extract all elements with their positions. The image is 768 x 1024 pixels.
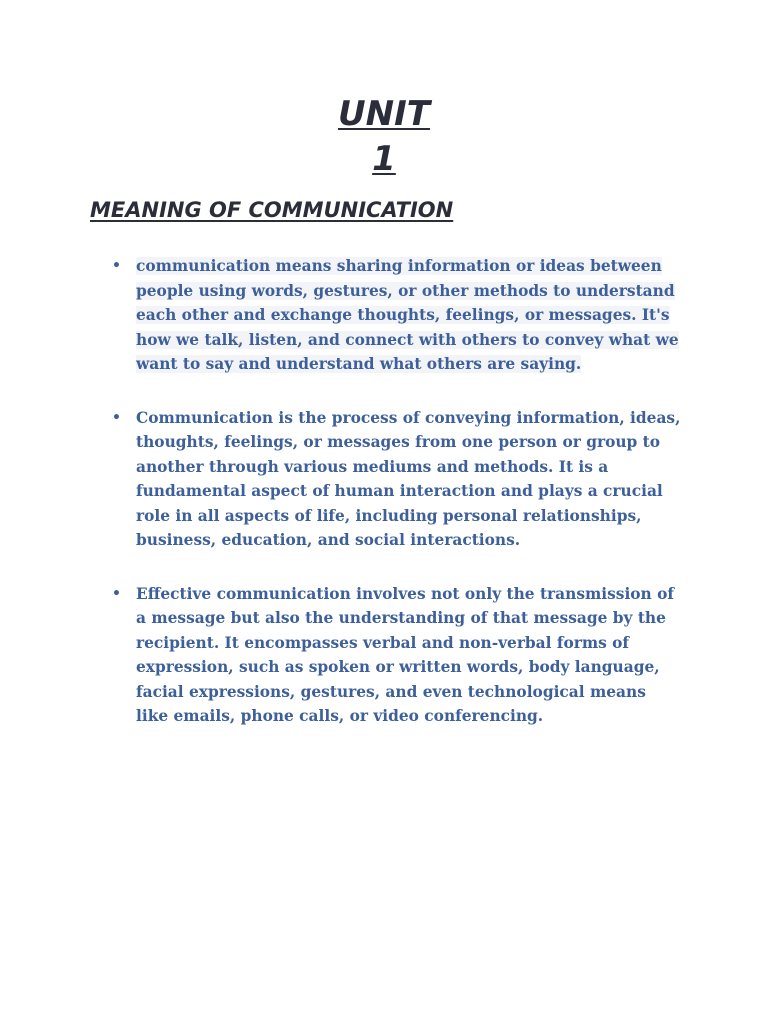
bullet-item (112, 254, 682, 377)
bullet-item (112, 582, 682, 729)
bullet-text: Effective communication involves not only the transmission of a message but also the understanding of that message by the recipient. It encompasses verbal and non-verbal forms of expression, such as spoken or written words, body language, facial expressions, gestures, and even technological means like emails, phone calls, or video conferencing. (136, 584, 674, 725)
bullet-icon: • (112, 585, 121, 602)
bullet-list (112, 254, 682, 758)
section-heading: MEANING OF COMMUNICATION (90, 198, 454, 222)
bullet-item (112, 406, 682, 553)
bullet-text: Communication is the process of conveying information, ideas, thoughts, feelings, or messages from one person or group to another through various mediums and methods. It is a fundamental aspect of human interaction and plays a crucial role in all aspects of life, including personal relationships, business, education, and social interactions. (136, 408, 681, 549)
bullet-icon: • (112, 409, 121, 426)
bullet-icon: • (112, 258, 121, 274)
unit-title-line-1: UNIT (338, 94, 430, 134)
bullet-text: communication means sharing information or ideas between people using words, gestures, or other methods to understand each other and exchange thoughts, feelings, or messages. It's how we talk, listen, and connect with others to convey what we want to say and understand what others are saying. (136, 257, 679, 373)
unit-title (0, 92, 768, 182)
unit-title-line-2: 1 (372, 139, 396, 179)
